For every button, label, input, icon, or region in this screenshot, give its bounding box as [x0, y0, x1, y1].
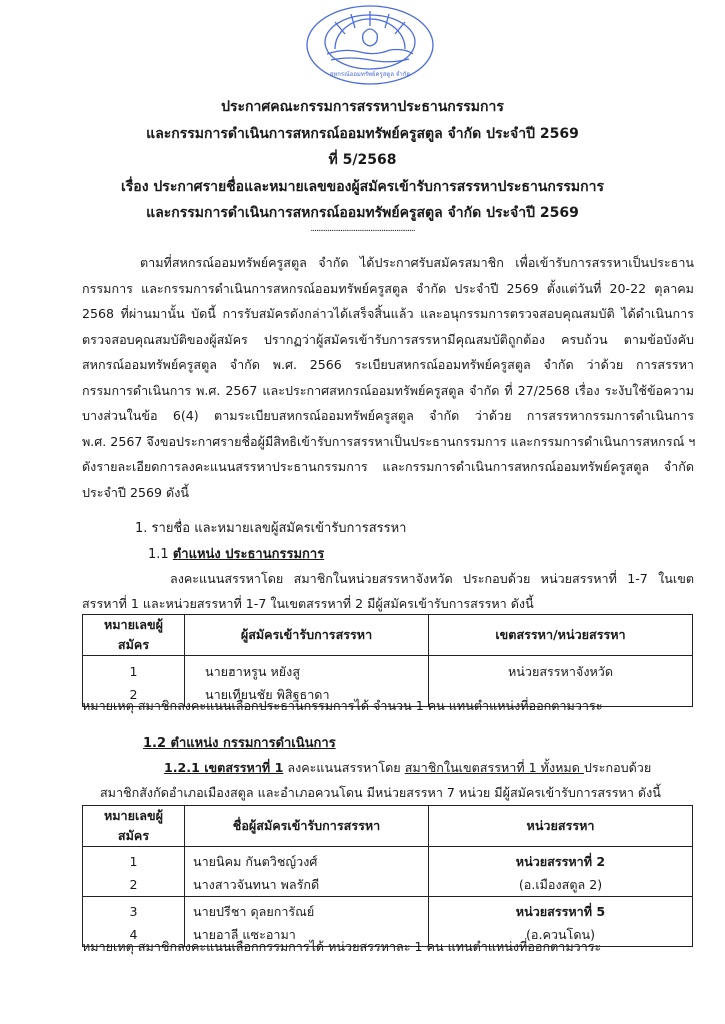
candidate-unit: หน่วยสรรหาที่ 2 [429, 847, 693, 874]
candidate-number: 2 [83, 683, 185, 707]
intro-line: พ.ศ. 2567 จึงขอประกาศรายชื่อผู้มีสิทธิเข้ารับการสรรหาเป็นประธานกรรมการ และกรรมการดำเนินการสหกรณ์ ฯ [82, 433, 696, 449]
announcement-title-line1: ประกาศคณะกรรมการสรรหาประธานกรรมการ [221, 99, 504, 115]
cooperative-seal-logo [305, 4, 435, 86]
divider: ........................................................ [310, 224, 415, 234]
intro-line: กรรมการ และกรรมการดำเนินการสหกรณ์ออมทรัพย์ครูสตูล จำกัด ประจำปี 2569 ตั้งแต่วันที่ 20-22 ตุลาคม [82, 280, 694, 296]
announcement-subject-line1: เรื่อง ประกาศรายชื่อและหมายเลขของผู้สมัครเข้ารับการสรรหาประธานกรรมการ [121, 179, 604, 195]
candidate-name: นายเทียนชัย พิสิฐธาดา [185, 683, 429, 707]
table-row [83, 873, 693, 897]
candidate-number: 1 [83, 847, 185, 874]
column-header: ผู้สมัครเข้ารับการสรรหา [185, 615, 429, 656]
intro-line: ดังรายละเอียดการลงคะแนนสรรหาประธานกรรมการ และกรรมการดำเนินการสหกรณ์ออมทรัพย์ครูสตูล จำกัด [82, 459, 694, 474]
section1-1-heading [148, 543, 324, 564]
candidate-unit-district: (อ.ควนโดน) [429, 923, 693, 947]
section-number: 1.1 [148, 547, 169, 562]
candidate-unit-district: (อ.เมืองสตูล 2) [429, 873, 693, 897]
column-header: เขตสรรหา/หน่วยสรรหา [429, 615, 693, 656]
table-header-row [83, 806, 693, 847]
intro-line: ประจำปี 2569 ดังนี้ [82, 484, 189, 500]
candidate-name: นายปรีชา ดุลยการัณย์ [185, 897, 429, 924]
candidate-name: นายอาลี แซะอามา [185, 923, 429, 947]
announcement-title-line2: และกรรมการดำเนินการสหกรณ์ออมทรัพย์ครูสตูล จำกัด ประจำปี 2569 [146, 126, 579, 142]
executive-candidates-table [82, 805, 693, 947]
intro-line: กรรมการดำเนินการ พ.ศ. 2567 และประกาศสหกรณ์ออมทรัพย์ครูสตูล จำกัด ที่ 27/2568 เรื่อง ระงับใช้ข้อความ [82, 382, 694, 398]
section-title: ตำแหน่ง ประธานกรรมการ [172, 547, 325, 562]
table-row [83, 656, 693, 684]
section1-heading: 1. รายชื่อ และหมายเลขผู้สมัครเข้ารับการสรรหา [135, 521, 407, 536]
table-row [83, 897, 693, 924]
candidate-name: นางสาวจันทนา พลรักดี [185, 873, 429, 897]
column-header: หมายเลขผู้สมัคร [83, 615, 185, 656]
section1-1-text-line1: ลงคะแนนสรรหาโดย สมาชิกในหน่วยสรรหาจังหวัด ประกอบด้วย หน่วยสรรหาที่ 1-7 ในเขต [170, 571, 694, 586]
intro-line: บางส่วนในข้อ 6(4) ตามระเบียบสหกรณ์ออมทรัพย์ครูสตูล จำกัด ว่าด้วย การสรรหากรรมการดำเนินการ [82, 408, 694, 423]
section1-1-text-line2: สรรหาที่ 1 และหน่วยสรรหาที่ 1-7 ในเขตสรรหาที่ 2 มีผู้สมัครเข้ารับการสรรหา ดังนี้ [82, 596, 534, 611]
intro-line: 2568 ที่ผ่านมานั้น บัดนี้ การรับสมัครดังกล่าวได้เสร็จสิ้นแล้ว และอนุกรรมการตรวจสอบคุณสมบัติ ได้ดำเนินการ [82, 306, 694, 321]
candidate-number: 2 [83, 873, 185, 897]
candidate-name: นายนิคม กันตวิชญ์วงศ์ [185, 847, 429, 874]
candidate-name: นายฮาหรูน หยังสู [185, 656, 429, 684]
candidate-number: 1 [83, 656, 185, 684]
section1-2-1-text-line1 [164, 758, 651, 778]
column-header: ชื่อผู้สมัครเข้ารับการสรรหา [185, 806, 429, 847]
intro-line: ตามที่สหกรณ์ออมทรัพย์ครูสตูล จำกัด ได้ประกาศรับสมัครสมาชิก เพื่อเข้ารับการสรรหาเป็นประธาน [140, 255, 694, 270]
note-1: หมายเหตุ สมาชิกลงคะแนนเลือกประธานกรรมการได้ จำนวน 1 คน แทนตำแหน่งที่ออกตามวาระ [82, 698, 603, 713]
note-2: หมายเหตุ สมาชิกลงคะแนนเลือกกรรมการได้ หน่วยสรรหาละ 1 คน แทนตำแหน่งที่ออกตามวาระ [82, 939, 602, 954]
candidate-number: 4 [83, 923, 185, 947]
candidate-number: 3 [83, 897, 185, 924]
candidate-unit: หน่วยสรรหาจังหวัด [429, 656, 693, 684]
section1-2-heading: 1.2 ตำแหน่ง กรรมการดำเนินการ [143, 736, 336, 751]
candidate-unit: หน่วยสรรหาที่ 5 [429, 897, 693, 924]
district-label: 1.2.1 เขตสรรหาที่ 1 [164, 760, 284, 775]
svg-text:สหกรณ์ออมทรัพย์ครูสตูล จำกัด: สหกรณ์ออมทรัพย์ครูสตูล จำกัด [329, 71, 411, 78]
announcement-subject-line2: และกรรมการดำเนินการสหกรณ์ออมทรัพย์ครูสตูล จำกัด ประจำปี 2569 [146, 205, 579, 221]
column-header: หมายเลขผู้สมัคร [83, 806, 185, 847]
intro-line: สหกรณ์ออมทรัพย์ครูสตูล จำกัด พ.ศ. 2566 ระเบียบสหกรณ์ออมทรัพย์ครูสตูล จำกัด ว่าด้วย การสรรหา [82, 357, 694, 372]
column-header: หน่วยสรรหา [429, 806, 693, 847]
intro-line: ตรวจสอบคุณสมบัติของผู้สมัคร ปรากฏว่าผู้สมัครเข้ารับการสรรหามีคุณสมบัติถูกต้อง ครบถ้วน ตามข้อบังคับ [82, 331, 694, 347]
table-row [83, 847, 693, 874]
text: ประกอบด้วย [583, 760, 652, 775]
chairman-candidates-table [82, 614, 693, 707]
announcement-number: ที่ 5/2568 [328, 152, 397, 168]
table-header-row [83, 615, 693, 656]
text: ลงคะแนนสรรหาโดย [283, 760, 405, 775]
underlined-text: สมาชิกในเขตสรรหาที่ 1 ทั้งหมด [404, 760, 584, 775]
section1-2-1-text-line2: สมาชิกสังกัดอำเภอเมืองสตูล และอำเภอควนโดน มีหน่วยสรรหา 7 หน่วย มีผู้สมัครเข้ารับการสรรหา ดังนี้ [100, 785, 661, 800]
